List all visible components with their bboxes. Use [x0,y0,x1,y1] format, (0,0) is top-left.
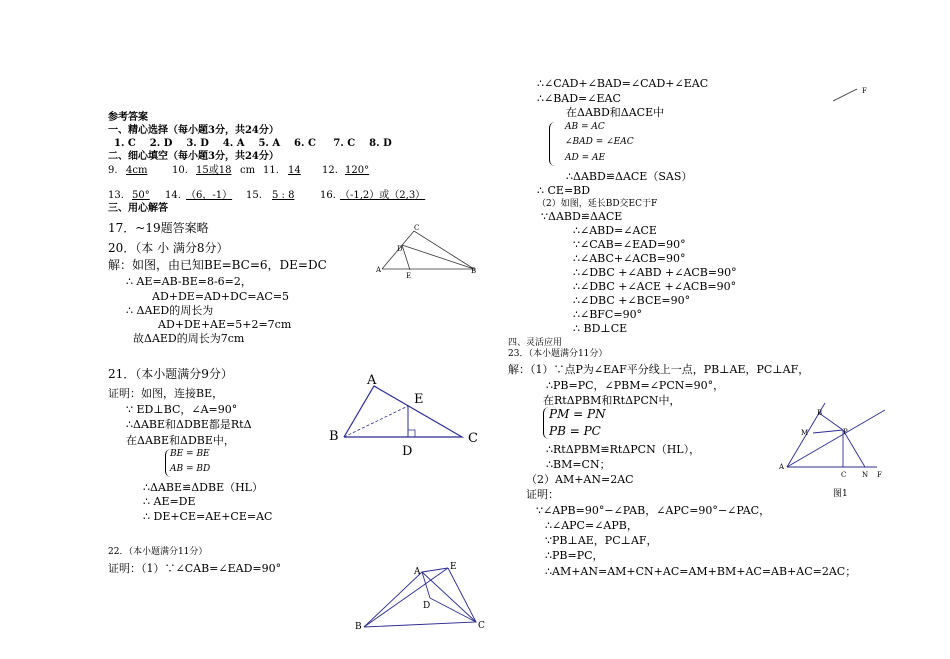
q22-part2-line: ∴∠ABC+∠ACB=90° [573,252,686,265]
fill-answer-15: 5 : 8 [272,190,295,201]
q23-line: 解：（1）∵点P为∠EAF平分线上一点，PB⊥AE，PC⊥AF， [508,363,810,376]
q21-line: 在ΔABE和ΔDBE中， [126,434,235,447]
q23-line: ∴PB=PC，∠PBM=∠PCN=90°， [546,379,725,392]
q20-line: AD+DE+AE=5+2=7cm [158,318,292,331]
q23-line: 在RtΔPBM和RtΔPCN中， [543,394,681,407]
fig22-label-b: B [355,622,362,632]
fill-num-11: 11. [263,165,279,176]
q22-proof-line: ∴ΔABD≌ΔACE（SAS） [566,170,693,183]
fig20-label-c: C [414,224,420,232]
fill-num-13: 13. [108,190,124,201]
fill-unit-10: cm [240,165,256,176]
fill-answer-12: 120° [345,165,370,176]
q22-part2-line: ∴∠DBC +∠ABD +∠ACB=90° [573,266,737,279]
q23-line: ∴BM=CN； [546,458,611,471]
fill-answer-10: 15或18 [196,165,232,176]
fig23-label-m: M [801,429,809,437]
fig22-label-c: C [478,621,485,631]
fill-num-12: 12. [322,165,338,176]
fig22-label-a: A [414,567,421,577]
fig21-label-d: D [402,444,413,459]
fig20-label-d: D [397,245,403,253]
q20-line: 解：如图，由已知BE=BC=6，DE=DC [108,258,327,272]
q22-part2-line: ∴∠BFC=90° [573,308,643,321]
q22-part2-line: ∴ BD⊥CE [573,322,628,335]
q21-line: ∵ ED⊥BC，∠A=90° [126,403,238,416]
q23-proof-line: ∴AM+AN=AM+CN+AC=AM+BM+AC=AB+AC=2AC； [545,565,857,578]
fig23-label-b: B [817,409,823,417]
q22-line: 证明：（1）∵∠CAB=∠EAD=90° [108,562,282,575]
q23-line: （2）AM+AN=2AC [526,473,634,486]
q20-line: ∴ AE=AB-BE=8-6=2， [126,275,252,288]
fill-num-15: 15. [246,190,262,201]
figure-q20 [370,225,480,280]
section3-heading: 三、用心解答 [108,203,168,214]
q22-part2-line: ∵ΔABD≌ΔACE [541,210,623,223]
q23-title: 23．（本小题满分11分） [508,349,608,359]
q17-text: 17．~19题答案略 [108,221,209,235]
figure-q21 [326,372,486,457]
q21-line: ∴ΔABE≌ΔDBE（HL） [143,481,263,494]
fill-answer-11: 14 [288,165,301,176]
q20-line: ∴ ΔAED的周长为 [126,304,214,317]
q21-title: 21．（本小题满分9分） [108,367,233,381]
fig22-label-d: D [423,601,431,611]
q21-line: 证明：如图，连接BE， [108,387,224,400]
q21-line: ∴ΔABE和ΔDBE都是RtΔ [126,418,252,431]
q23-equation: PM = PN [549,407,606,421]
section1-answers: 1. C 2. D 3. D 4. A 5. A 6. C 7. C 8. D [114,138,392,149]
figure-f-corner [825,82,875,107]
fig21-label-a: A [367,373,377,388]
q22-part2-line: ∵∠CAB=∠EAD=90° [573,238,686,251]
q22-proof-line: ∴∠CAD+∠BAD=∠CAD+∠EAC [537,77,709,90]
fig23-label-f: F [877,471,882,479]
q22-brace [549,122,555,166]
q21-line: ∴ AE=DE [143,495,196,508]
fig23-label-c: C [841,471,847,479]
fill-answer-16: （-1,2）或（2,3） [340,190,426,201]
q22-part2-heading: （2）如图，延长BD交EC于F [537,199,658,209]
q22-part2-line: ∴∠DBC +∠ACE +∠ACB=90° [573,280,737,293]
q22-proof-line: ∴ CE=BD [537,184,591,197]
fig20-label-e: E [406,272,412,280]
q20-title: 20．（本 小 满分8分） [108,241,229,255]
q22-equation: ∠BAD = ∠EAC [565,137,634,147]
figF-label: F [862,87,867,95]
fig22-label-e: E [450,562,457,572]
fill-answer-13: 50° [132,190,150,201]
fig23-label-a: A [779,463,785,471]
fill-num-9: 9. [108,165,118,176]
fig21-label-e: E [414,392,424,407]
q23-line: ∴RtΔPBM≌RtΔPCN（HL）， [546,443,701,456]
q23-proof-line: ∴∠APC=∠APB， [545,519,638,532]
q22-equation: AB = AC [565,122,605,132]
q22-proof-line: ∴∠BAD=∠EAC [537,92,621,105]
q21-equation: BE = BE [170,449,210,459]
q23-proof-line: ∴PB=PC， [545,549,604,562]
q23-equation: PB = PC [549,424,601,438]
fill-answer-9: 4cm [126,165,148,176]
q23-proof-line: ∵PB⊥AE，PC⊥AF， [545,534,658,547]
section2-heading: 二、细心填空（每小题3分，共24分） [108,151,279,162]
fill-answer-14: （6，-1） [186,190,233,201]
q22-part2-line: ∴∠DBC +∠BCE=90° [573,294,691,307]
figure-q22 [352,560,492,635]
fig20-label-b: B [471,267,477,275]
figure-q23 [777,385,887,500]
fill-num-16: 16. [320,190,336,201]
fill-num-14: 14. [165,190,181,201]
q20-line: AD+DE=AD+DC=AC=5 [152,290,290,303]
q22-part2-line: ∴∠ABD=∠ACE [573,224,657,237]
fig23-label-p: P [843,428,848,436]
q21-equation: AB = BD [170,464,211,474]
q22-title: 22．（本小题满分11分） [108,547,208,557]
q21-line: ∴ DE+CE=AE+CE=AC [143,510,273,523]
q23-proof-line: ∵∠APB=90°−∠PAB，∠APC=90°−∠PAC， [536,504,771,517]
fill-num-10: 10. [172,165,188,176]
q22-equation: AD = AE [565,153,606,163]
section4-heading: 四、灵活应用 [508,338,563,348]
q22-proof-line: 在ΔABD和ΔACE中 [566,106,665,119]
answer-heading: 参考答案 [108,112,148,123]
fig20-label-a: A [376,266,382,274]
q20-line: 故ΔAED的周长为7cm [133,332,245,345]
figure-caption: 图1 [833,489,848,499]
fig21-label-c: C [468,431,478,446]
fig23-label-n: N [862,471,869,479]
section1-heading: 一、精心选择（每小题3分，共24分） [108,125,279,136]
fig21-label-b: B [329,429,339,444]
q23-line: 证明： [526,488,559,501]
